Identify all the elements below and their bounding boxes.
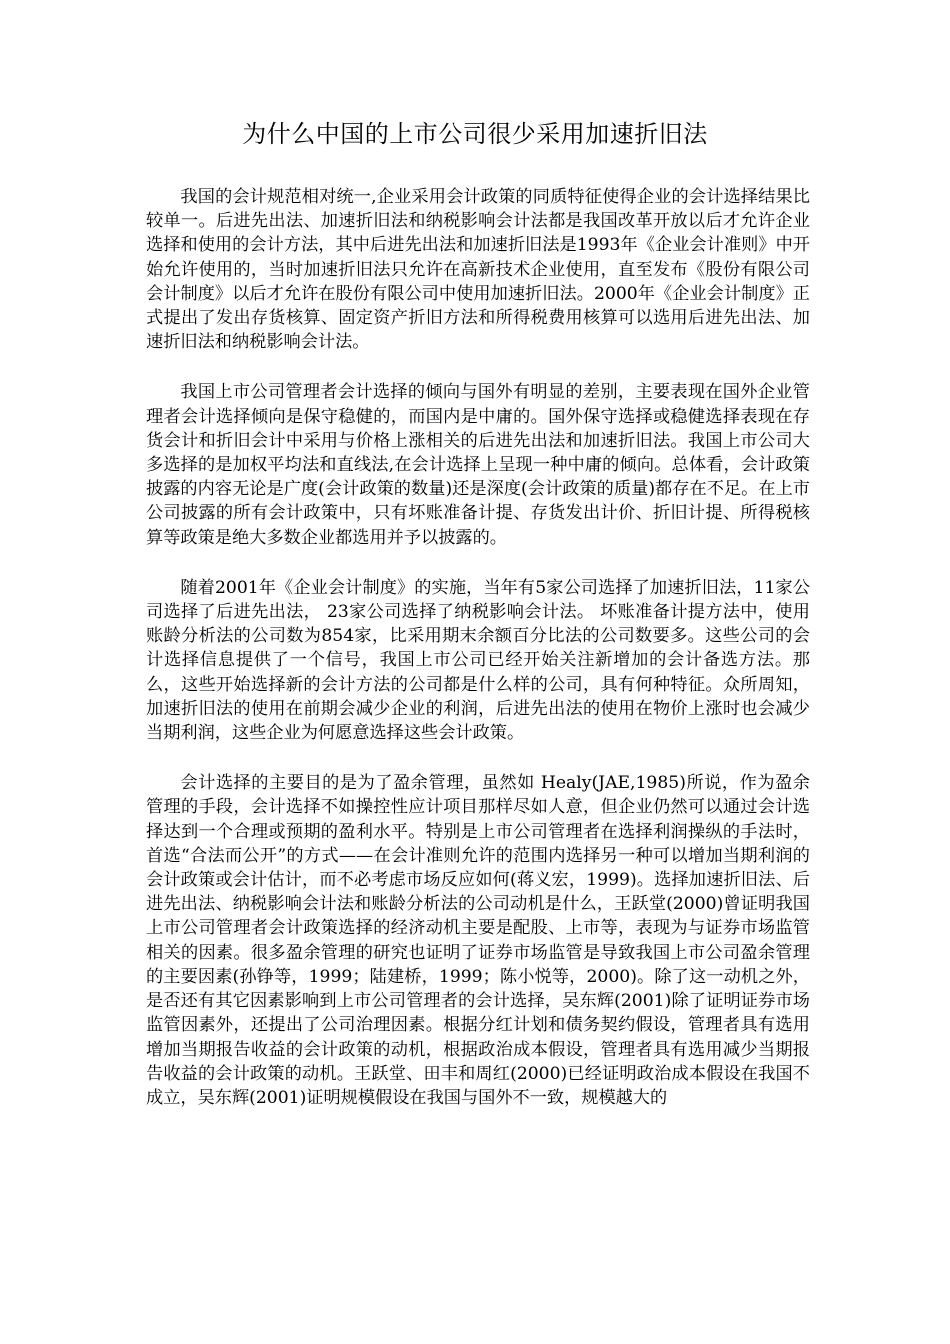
paragraph-2: 我国上市公司管理者会计选择的倾向与国外有明显的差别，主要表现在国外企业管理者会计选择倾向是保守稳健的，而国内是中庸的。国外保守选择或稳健选择表现在存货会计和折旧会计中采用与价格上涨相关的后进先出法和加速折旧法。我国上市公司大多选择的是加权平均法和直线法,在会计选择上呈现一种中庸的倾向。总体看，会计政策披露的内容无论是广度(会计政策的数量)还是深度(会计政策的质量)都存在不足。在上市公司披露的所有会计政策中，只有坏账准备计提、存货发出计价、折旧计提、所得税核算等政策是绝大多数企业都选用并予以披露的。 (146, 382, 810, 548)
document-title: 为什么中国的上市公司很少采用加速折旧法 (242, 120, 708, 148)
paragraph-3: 随着2001年《企业会计制度》的实施，当年有5家公司选择了加速折旧法，11家公司选择了后进先出法， 23家公司选择了纳税影响会计法。 坏账准备计提方法中，使用账龄分析法的公司数为854家，比采用期末余额百分比法的公司数要多。这些公司的会计选择信息提供了一个信号，我国上市公司已经开始关注新增加的会计备选方法。那么，这些开始选择新的会计方法的公司都是什么样的公司，具有何种特征。众所周知，加速折旧法的使用在前期会减少企业的利润，后进先出法的使用在物价上涨时也会减少当期利润，这些企业为何愿意选择这些会计政策。 (146, 577, 810, 744)
document-body (146, 185, 810, 1136)
paragraph-1: 我国的会计规范相对统一,企业采用会计政策的同质特征使得企业的会计选择结果比较单一。后进先出法、加速折旧法和纳税影响会计法都是我国改革开放以后才允许企业选择和使用的会计方法，其中后进先出法和加速折旧法是1993年《企业会计准则》中开始允许使用的，当时加速折旧法只允许在高新技术企业使用，直至发布《股份有限公司会计制度》以后才允许在股份有限公司中使用加速折旧法。2000年《企业会计制度》正式提出了发出存货核算、固定资产折旧方法和所得税费用核算可以选用后进先出法、加速折旧法和纳税影响会计法。 (146, 187, 810, 353)
paragraph-4: 会计选择的主要目的是为了盈余管理，虽然如 Healy(JAE,1985)所说，作为盈余管理的手段，会计选择不如操控性应计项目那样尽如人意，但企业仍然可以通过会计选择达到一个合理或预期的盈利水平。特别是上市公司管理者在选择利润操纵的手法时，首选“合法而公开”的方式——在会计准则允许的范围内选择另一种可以增加当期利润的会计政策或会计估计，而不必考虑市场反应如何(蒋义宏，1999)。选择加速折旧法、后进先出法、纳税影响会计法和账龄分析法的公司动机是什么，王跃堂(2000)曾证明我国上市公司管理者会计政策选择的经济动机主要是配股、上市等，表现为与证券市场监管相关的因素。很多盈余管理的研究也证明了证券市场监管是导致我国上市公司盈余管理的主要因素(孙铮等，1999；陆建桥，1999；陈小悦等，2000)。除了这一动机之外，是否还有其它因素影响到上市公司管理者的会计选择，吴东辉(2001)除了证明证券市场监管因素外，还提出了公司治理因素。根据分红计划和债务契约假设，管理者具有选用增加当期报告收益的会计政策的动机，根据政治成本假设，管理者具有选用减少当期报告收益的会计政策的动机。王跃堂、田丰和周红(2000)已经证明政治成本假设在我国不成立，吴东辉(2001)证明规模假设在我国与国外不一致，规模越大的 (146, 773, 810, 1108)
